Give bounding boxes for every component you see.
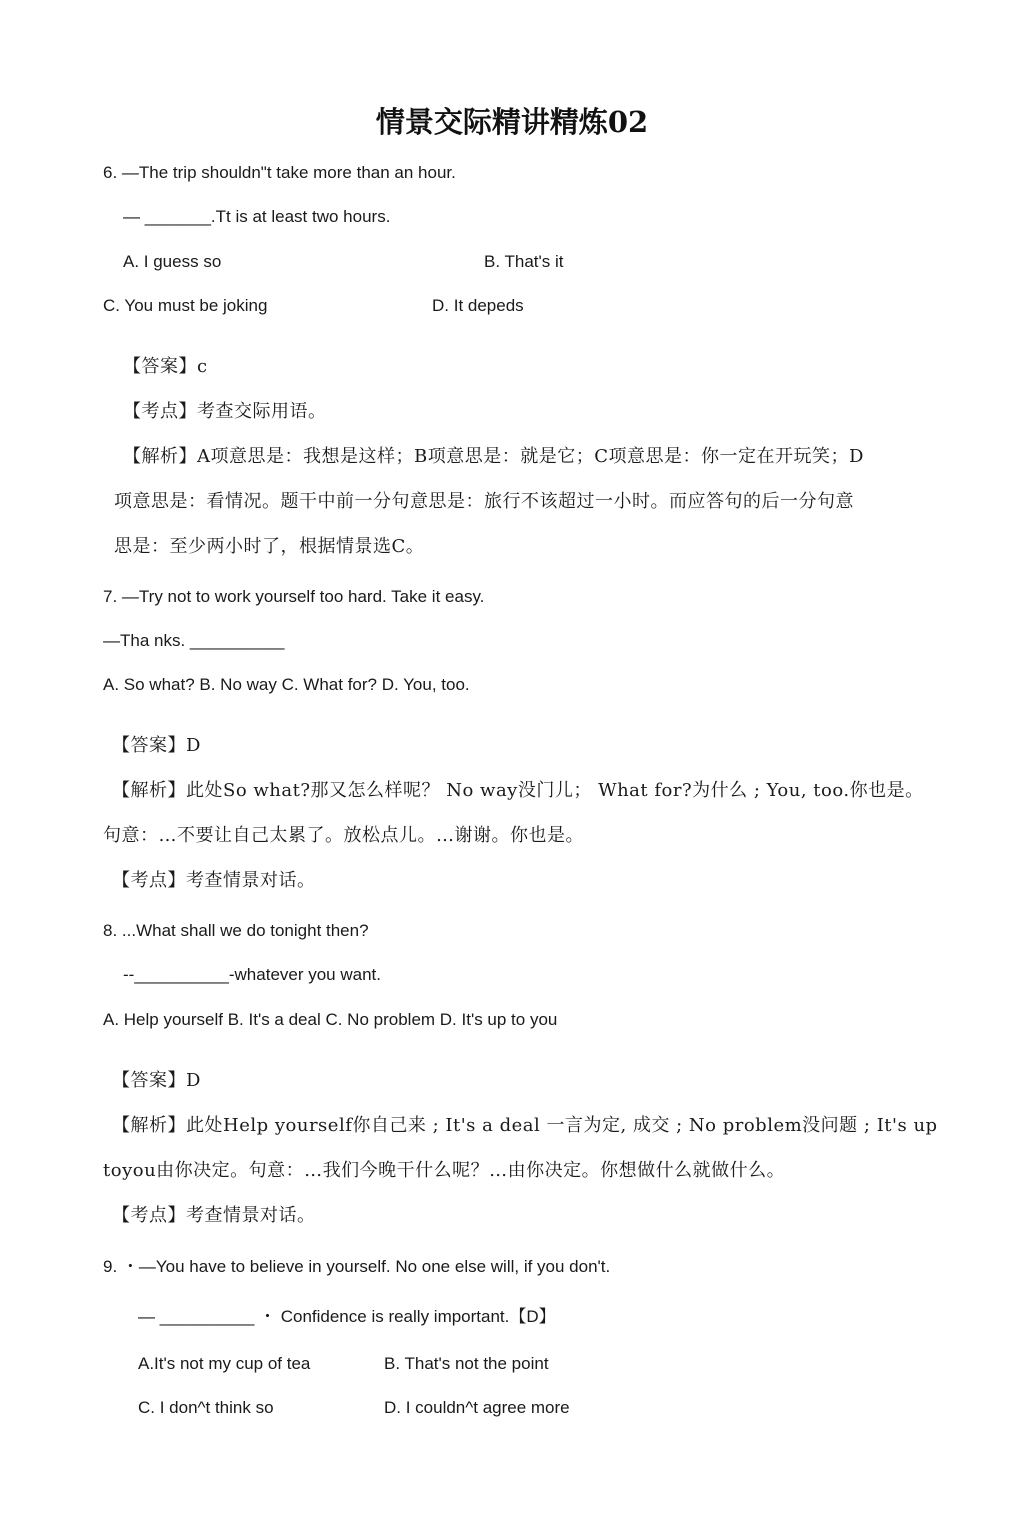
question-9-option-c: C. I don^t think so	[138, 1398, 274, 1417]
question-8-point: 【考点】考查情景对话。	[112, 1205, 316, 1226]
question-7-reply: —Tha nks. __________	[103, 631, 285, 650]
question-9-option-b: B. That's not the point	[384, 1354, 549, 1373]
question-6-point: 【考点】考查交际用语。	[123, 401, 327, 422]
question-6-option-b: B. That's it	[484, 252, 564, 271]
question-7-analysis-line-1: 【解析】此处So what?那又怎么样呢？ No way没门儿； What for?为什么 ; You, too.你也是。	[112, 780, 924, 801]
question-6-answer: 【答案】c	[123, 356, 208, 377]
question-8-stem: 8. ...What shall we do tonight then?	[103, 921, 369, 940]
question-6-option-d: D. It depeds	[432, 296, 524, 315]
question-6-option-a: A. I guess so	[123, 252, 222, 271]
page-title: 情景交际精讲精炼02	[375, 105, 649, 139]
question-8-analysis-line-2: toyou由你决定。句意：…我们今晚干什么呢？…由你决定。你想做什么就做什么。	[103, 1160, 786, 1181]
question-6-stem: 6. —The trip shouldn"t take more than an hour.	[103, 163, 456, 182]
question-7-options: A. So what? B. No way C. What for? D. You, too.	[103, 675, 470, 694]
question-8-options: A. Help yourself B. It's a deal C. No problem D. It's up to you	[103, 1010, 558, 1029]
question-7-point: 【考点】考查情景对话。	[112, 870, 316, 891]
question-6-analysis-line-1: 【解析】A项意思是：我想是这样；B项意思是：就是它；C项意思是：你一定在开玩笑；D	[123, 446, 864, 467]
question-7-answer: 【答案】D	[112, 735, 201, 756]
question-6-analysis-line-3: 思是：至少两小时了，根据情景选C。	[114, 536, 425, 557]
question-6-option-c: C. You must be joking	[103, 296, 268, 315]
question-7-analysis-line-2: 句意：…不要让自己太累了。放松点儿。…谢谢。你也是。	[103, 825, 584, 846]
question-9-option-d: D. I couldn^t agree more	[384, 1398, 570, 1417]
question-6-reply: — _______.Tt is at least two hours.	[123, 207, 391, 226]
question-9-option-a: A.It's not my cup of tea	[138, 1354, 311, 1373]
question-9-stem: 9. ・—You have to believe in yourself. No one else will, if you don't.	[103, 1257, 611, 1276]
question-8-answer: 【答案】D	[112, 1070, 201, 1091]
question-9-reply: — __________ ・ Confidence is really important.【D】	[138, 1307, 556, 1326]
question-7-stem: 7. —Try not to work yourself too hard. Take it easy.	[103, 587, 485, 606]
question-8-analysis-line-1: 【解析】此处Help yourself你自己来 ; It's a deal 一言为定, 成交 ; No problem没问题 ; It's up	[112, 1115, 938, 1136]
question-8-reply: --__________-whatever you want.	[123, 965, 381, 984]
question-6-analysis-line-2: 项意思是：看情况。题干中前一分句意思是：旅行不该超过一小时。而应答句的后一分句意	[114, 491, 854, 512]
